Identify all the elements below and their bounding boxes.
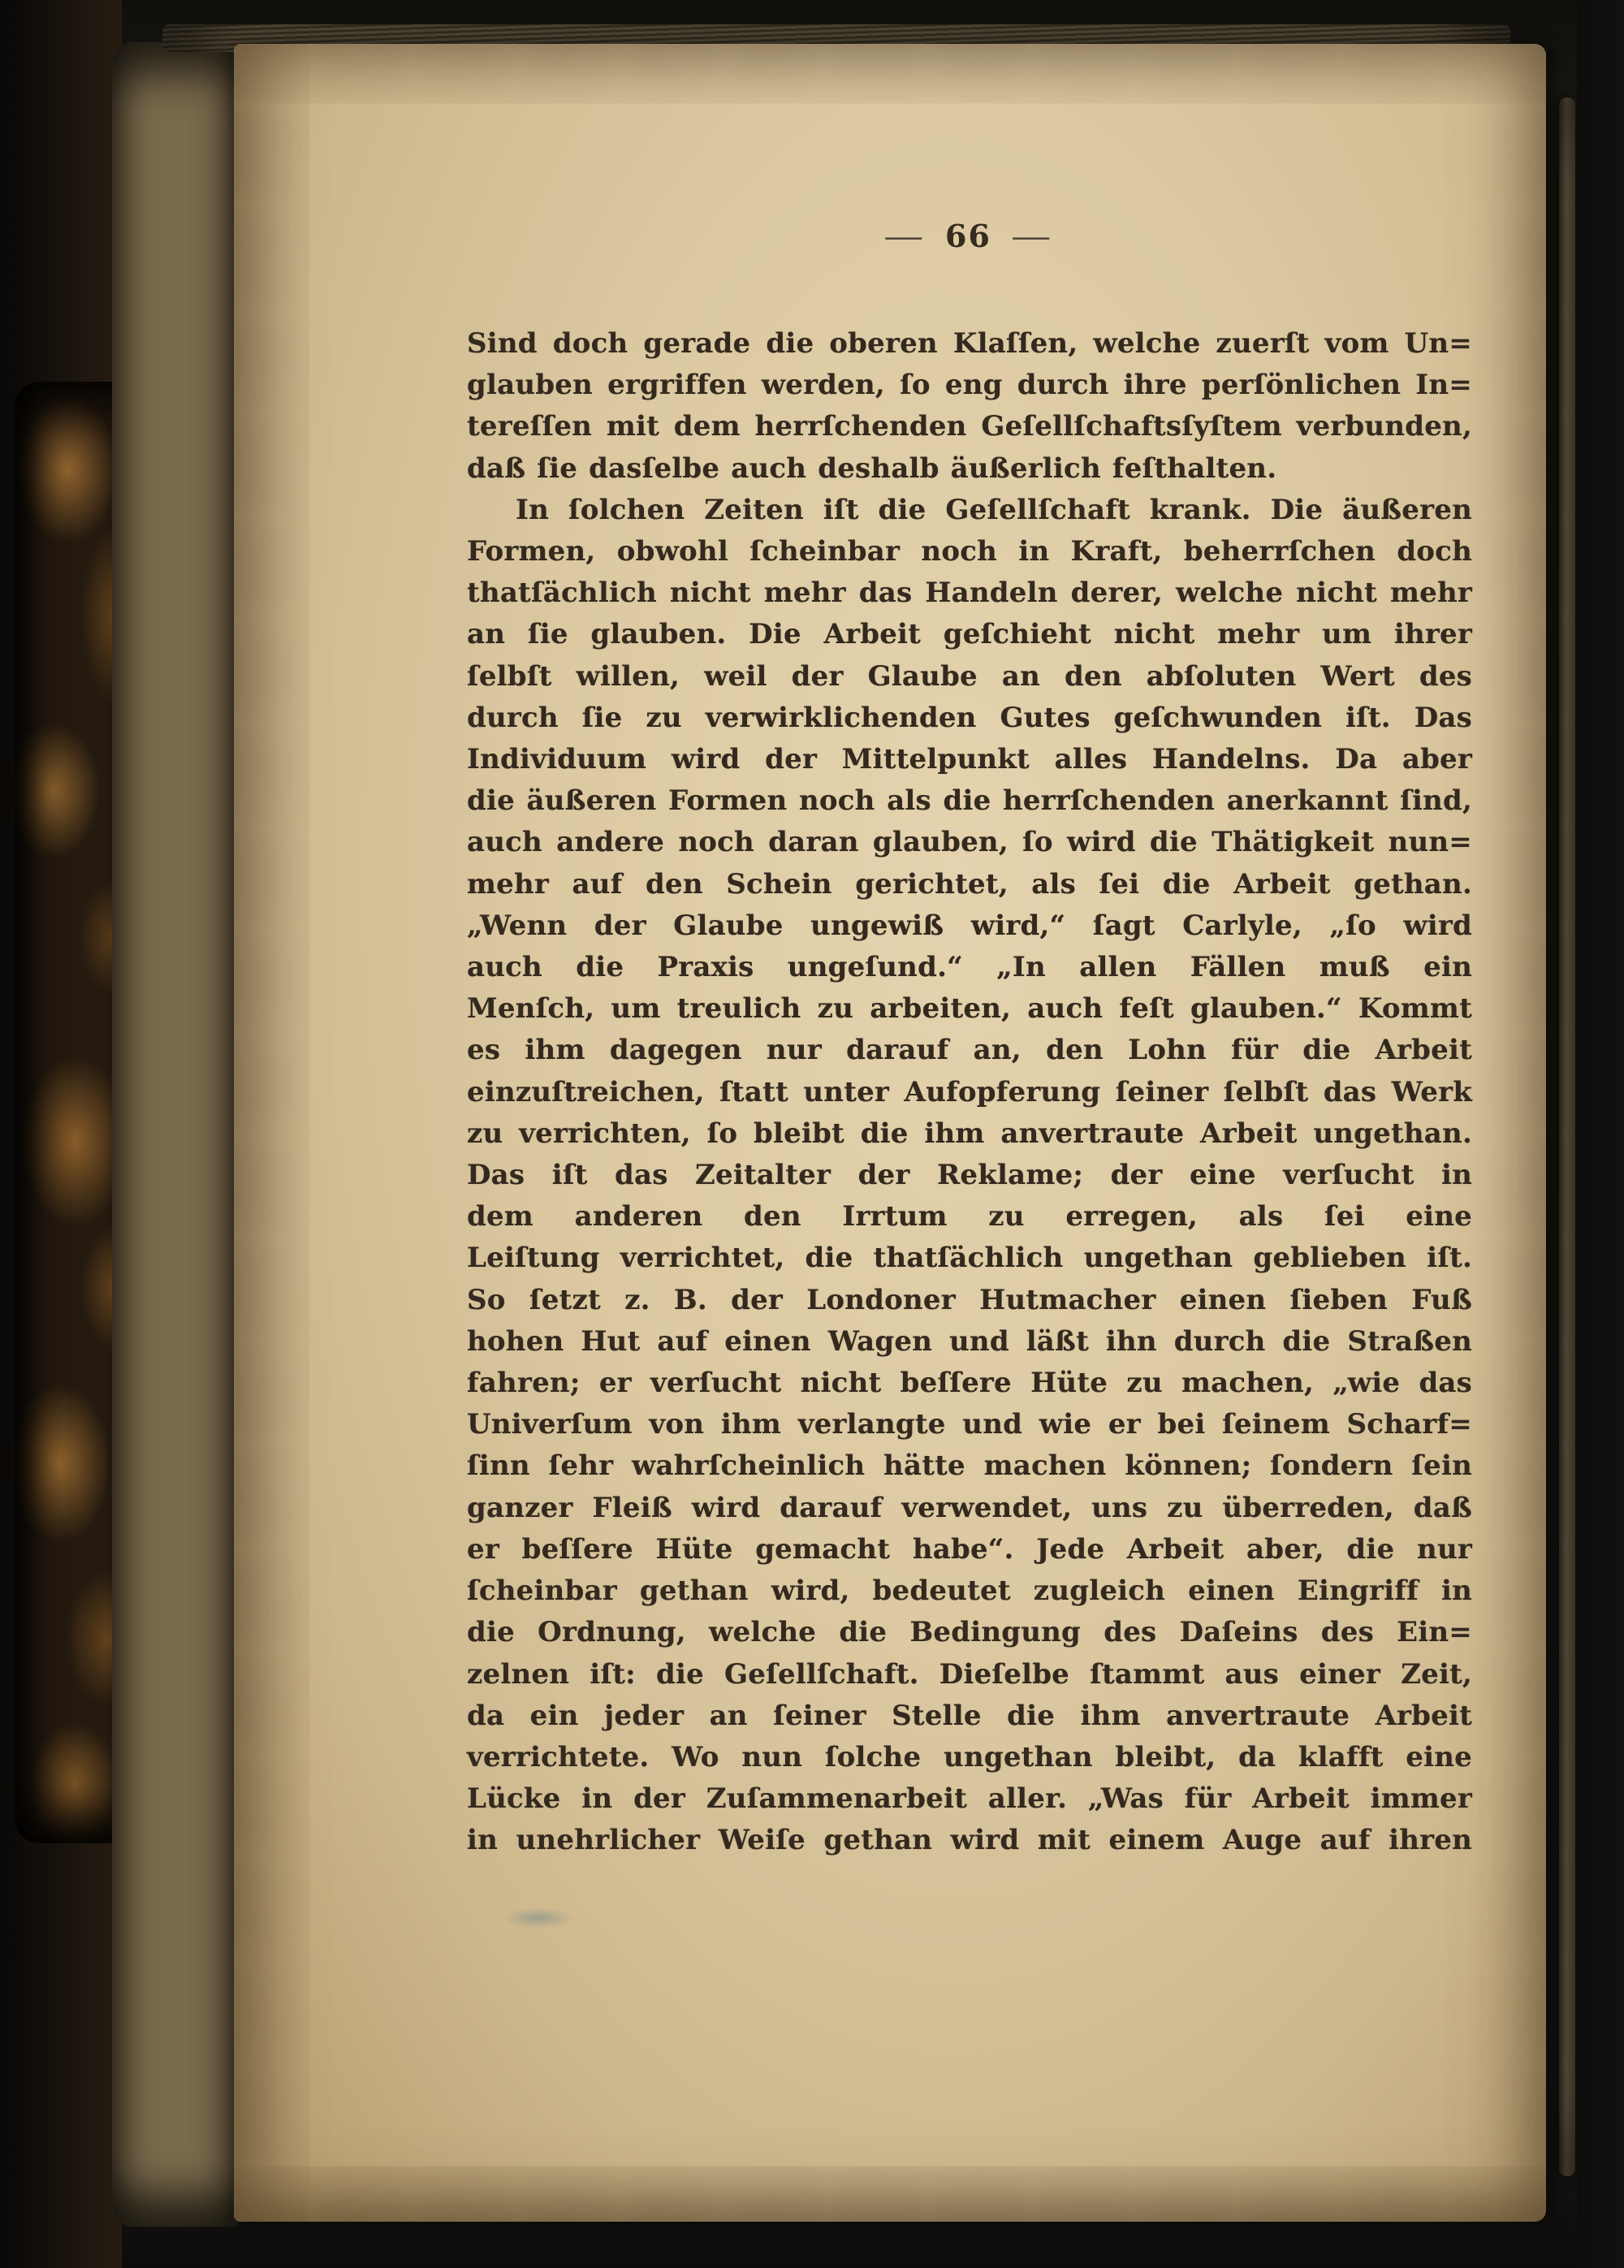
- text-line: durch ſie zu verwirklichenden Gutes geſchwunden iſt. Das: [467, 701, 1472, 734]
- text-line: Univerſum von ihm verlangte und wie er bei ſeinem Scharf=: [467, 1408, 1472, 1441]
- text-line: die Ordnung, welche die Bedingung des Daſeins des Ein=: [467, 1616, 1472, 1649]
- text-line: zu verrichten, ſo bleibt die ihm anvertraute Arbeit ungethan.: [467, 1117, 1472, 1150]
- text-line: Formen, obwohl ſcheinbar noch in Kraft, beherrſchen doch: [467, 535, 1472, 568]
- text-line: verrichtete. Wo nun ſolche ungethan bleibt, da klafft eine: [467, 1740, 1472, 1773]
- text-line: in unehrlicher Weiſe gethan wird mit einem Auge auf ihren: [467, 1824, 1472, 1857]
- text-line: Das iſt das Zeitalter der Reklame; der eine verſucht in: [467, 1159, 1472, 1192]
- text-line: auch andere noch daran glauben, ſo wird die Thätigkeit nun=: [467, 826, 1472, 859]
- text-line: an ſie glauben. Die Arbeit geſchieht nicht mehr um ihrer: [467, 618, 1472, 651]
- page-number: 66: [945, 218, 991, 254]
- text-line: fahren; er verſucht nicht beſſere Hüte zu machen, „wie das: [467, 1367, 1472, 1400]
- page-stack-edges-left: [112, 42, 238, 2227]
- text-line: Lücke in der Zuſammenarbeit aller. „Was für Arbeit immer: [467, 1782, 1472, 1816]
- text-line: In ſolchen Zeiten iſt die Geſellſchaft krank. Die äußeren: [516, 493, 1472, 526]
- text-line: ganzer Fleiß wird darauf verwendet, uns zu überreden, daß: [467, 1491, 1472, 1524]
- text-line: zelnen iſt: die Geſellſchaft. Dieſelbe ſtammt aus einer Zeit,: [467, 1657, 1472, 1691]
- header-dash-left: —: [883, 218, 926, 254]
- text-lines: [467, 323, 1472, 1862]
- text-line: daß ſie dasſelbe auch deshalb äußerlich feſthalten.: [467, 451, 1277, 485]
- gutter-shadow-right: [1577, 0, 1624, 2268]
- text-line: thatſächlich nicht mehr das Handeln derer, welche nicht mehr: [467, 577, 1472, 610]
- next-leaf-fore-edge: [1559, 97, 1575, 2176]
- text-line: auch die Praxis ungeſund.“ „In allen Fällen muß ein: [467, 951, 1472, 984]
- page-header: [467, 218, 1470, 254]
- text-line: Sind doch gerade die oberen Klaſſen, welche zuerſt vom Un=: [467, 327, 1472, 360]
- text-line: „Wenn der Glaube ungewiß wird,“ ſagt Carlyle, „ſo wird: [467, 909, 1472, 942]
- text-line: ſcheinbar gethan wird, bedeutet zugleich einen Eingriff in: [467, 1575, 1472, 1608]
- text-line: ſelbſt willen, weil der Glaube an den abſoluten Wert des: [467, 659, 1472, 693]
- text-line: So ſetzt z. B. der Londoner Hutmacher einen ſieben Fuß: [467, 1283, 1472, 1316]
- header-dash-right: —: [1010, 218, 1053, 254]
- text-line: tereſſen mit dem herrſchenden Geſellſchaftsſyſtem verbunden,: [467, 410, 1472, 443]
- text-line: einzuſtreichen, ſtatt unter Aufopferung ſeiner ſelbſt das Werk: [467, 1075, 1472, 1108]
- text-line: da ein jeder an ſeiner Stelle die ihm anvertraute Arbeit: [467, 1699, 1472, 1732]
- text-line: Individuum wird der Mittelpunkt alles Handelns. Da aber: [467, 743, 1472, 776]
- text-line: Menſch, um treulich zu arbeiten, auch feſt glauben.“ Kommt: [467, 992, 1472, 1026]
- text-line: glauben ergriffen werden, ſo eng durch ihre perſönlichen In=: [467, 369, 1472, 402]
- ink-smudge: [502, 1907, 575, 1929]
- text-line: ſinn ſehr wahrſcheinlich hätte machen können; ſondern ſein: [467, 1449, 1472, 1483]
- text-line: es ihm dagegen nur darauf an, den Lohn für die Arbeit: [467, 1034, 1472, 1067]
- text-line: dem anderen den Irrtum zu erregen, als ſei eine: [467, 1200, 1472, 1233]
- text-line: die äußeren Formen noch als die herrſchenden anerkannt ſind,: [467, 784, 1472, 818]
- text-line: er beſſere Hüte gemacht habe“. Jede Arbeit aber, die nur: [467, 1532, 1472, 1566]
- text-line: Leiſtung verrichtet, die thatſächlich ungethan geblieben iſt.: [467, 1242, 1472, 1275]
- text-line: hohen Hut auf einen Wagen und läßt ihn durch die Straßen: [467, 1324, 1472, 1358]
- text-line: mehr auf den Schein gerichtet, als ſei die Arbeit gethan.: [467, 867, 1472, 901]
